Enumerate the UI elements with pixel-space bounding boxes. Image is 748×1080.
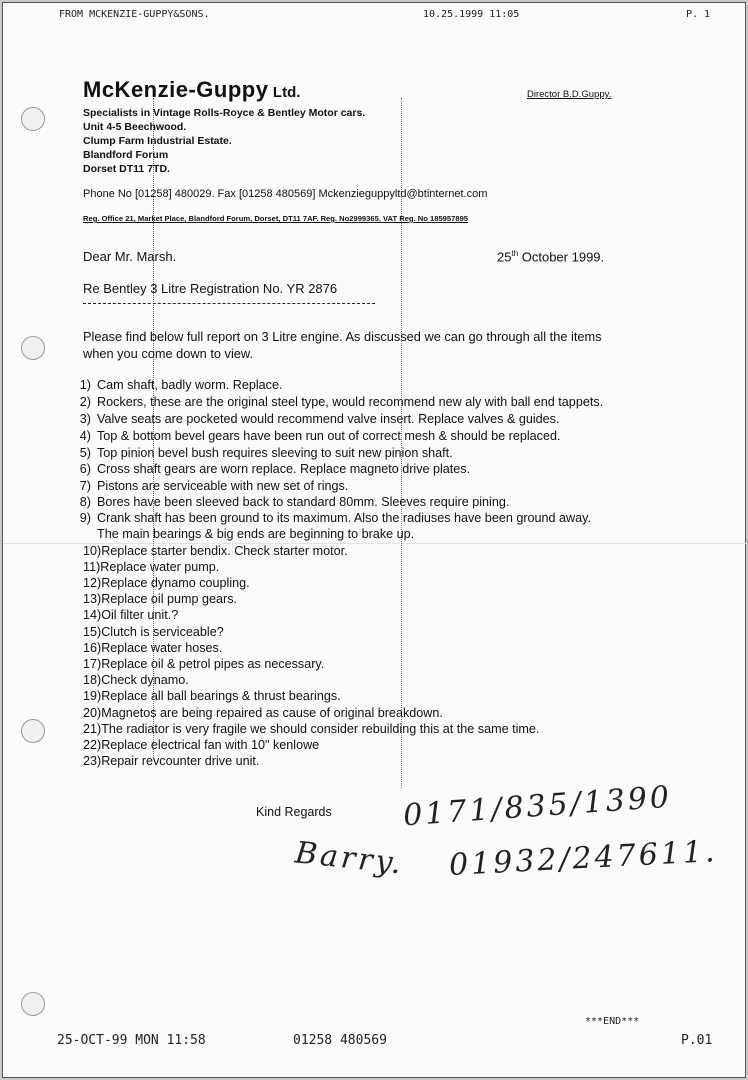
list-item: 5) Top pinion bevel bush requires sleeving to suit new pinion shaft. xyxy=(79,446,453,460)
address-line: Dorset DT11 7TD. xyxy=(83,163,170,175)
address-line: Clump Farm Industrial Estate. xyxy=(83,135,232,147)
list-item-continuation: The main bearings & big ends are beginning to brake up. xyxy=(97,527,415,541)
list-item: 21)The radiator is very fragile we should consider rebuilding this at the same time. xyxy=(83,722,540,736)
letter-date xyxy=(497,249,604,264)
date-rest: October 1999. xyxy=(518,249,605,265)
list-item: 6) Cross shaft gears are worn replace. Replace magneto drive plates. xyxy=(79,462,471,476)
contact-line: Phone No [01258] 480029. Fax [01258 480569] Mckenzieguppyltd@btinternet.com xyxy=(83,188,488,200)
fax-page xyxy=(2,2,746,1078)
intro-line: Please find below full report on 3 Litre engine. As discussed we can go through all the items xyxy=(83,329,602,344)
subject-line: Re Bentley 3 Litre Registration No. YR 2876 xyxy=(83,281,338,296)
list-item: 16)Replace water hoses. xyxy=(83,641,223,655)
date-day: 25 xyxy=(497,249,512,265)
list-item: 10)Replace starter bendix. Check starter motor. xyxy=(83,544,348,558)
list-item: 4) Top & bottom bevel gears have been run out of correct mesh & should be replaced. xyxy=(79,429,561,443)
registered-office: Reg. Office 21, Market Place, Blandford Forum, Dorset, DT11 7AF. Reg. No2999365. VAT Reg. No 185957895 xyxy=(83,214,469,223)
list-item: 7) Pistons are serviceable with new set of rings. xyxy=(79,479,349,493)
director-name: Director B.D.Guppy. xyxy=(527,89,612,100)
list-item: 19)Replace all ball bearings & thrust bearings. xyxy=(83,689,341,703)
list-item: 1) Cam shaft, badly worm. Replace. xyxy=(79,378,283,392)
fax-header-page: P. 1 xyxy=(686,9,711,20)
subject-underline xyxy=(83,303,375,304)
list-item: 20)Magnetos are being repaired as cause of original breakdown. xyxy=(83,706,443,720)
closing: Kind Regards xyxy=(256,805,332,819)
fax-footer-number: 01258 480569 xyxy=(293,1033,387,1048)
fax-artifact-line xyxy=(401,98,402,788)
list-item: 13)Replace oil pump gears. xyxy=(83,592,238,606)
list-item: 23)Repair revcounter drive unit. xyxy=(83,754,260,768)
end-marker: ***END*** xyxy=(585,1016,640,1027)
address-line: Specialists in Vintage Rolls-Royce & Bentley Motor cars. xyxy=(83,107,366,119)
salutation: Dear Mr. Marsh. xyxy=(83,249,177,264)
address-line: Blandford Forum xyxy=(83,149,169,161)
company-name xyxy=(83,77,300,103)
list-item: 11)Replace water pump. xyxy=(83,560,220,574)
fax-header-datetime: 10.25.1999 11:05 xyxy=(423,9,520,20)
list-item: 17)Replace oil & petrol pipes as necessary. xyxy=(83,657,325,671)
punch-hole xyxy=(21,336,45,360)
punch-hole xyxy=(21,107,45,131)
list-item: 22)Replace electrical fan with 10" kenlowe xyxy=(83,738,320,752)
address-block xyxy=(83,106,365,176)
handwritten-phone-1: 0171/835/1390 xyxy=(402,779,674,834)
punch-hole xyxy=(21,992,45,1016)
list-item: 18)Check dynamo. xyxy=(83,673,189,687)
address-line: Unit 4-5 Beechwood. xyxy=(83,121,187,133)
fax-footer-datetime: 25-OCT-99 MON 11:58 xyxy=(57,1033,206,1048)
company-name-text: McKenzie-Guppy xyxy=(83,77,269,102)
list-item: 8) Bores have been sleeved back to standard 80mm. Sleeves require pining. xyxy=(79,495,510,509)
list-item: 15)Clutch is serviceable? xyxy=(83,625,224,639)
list-item: 3) Valve seats are pocketed would recommend valve insert. Replace valves & guides. xyxy=(79,412,560,426)
list-item: 9) Crank shaft has been ground to its maximum. Also the radiuses have been ground away. xyxy=(79,511,592,525)
handwritten-signature: Barry. xyxy=(293,835,406,882)
fax-header-from: FROM MCKENZIE-GUPPY&SONS. xyxy=(59,9,210,20)
intro-line: when you come down to view. xyxy=(83,346,254,361)
fax-footer-page: P.01 xyxy=(681,1033,713,1048)
list-item: 2) Rockers, these are the original steel type, would recommend new aly with ball end tappets. xyxy=(79,395,604,409)
list-item: 14)Oil filter unit.? xyxy=(83,608,179,622)
punch-hole xyxy=(21,719,45,743)
intro-paragraph xyxy=(83,328,602,362)
list-item: 12)Replace dynamo coupling. xyxy=(83,576,250,590)
company-suffix: Ltd. xyxy=(272,84,301,101)
date-suffix: th xyxy=(511,249,519,258)
handwritten-phone-2: 01932/247611. xyxy=(448,833,719,884)
